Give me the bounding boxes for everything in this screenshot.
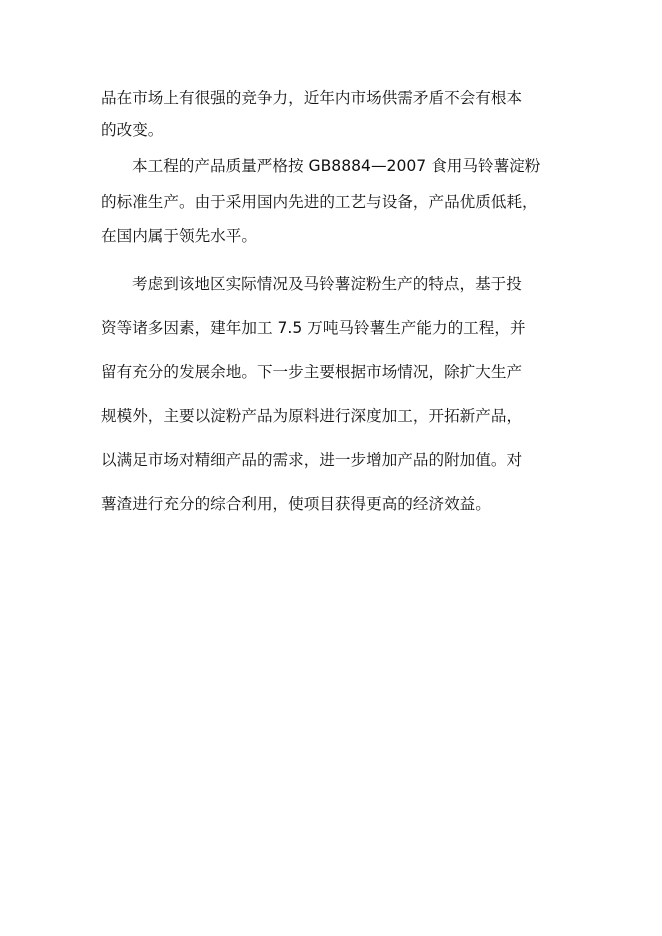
text-line: 本工程的产品质量严格按 GB8884—2007 食用马铃薯淀粉 (132, 157, 541, 175)
text-line: 品在市场上有很强的竞争力，近年内市场供需矛盾不会有根本 (101, 89, 523, 107)
text-line: 考虑到该地区实际情况及马铃薯淀粉生产的特点，基于投 (132, 275, 522, 293)
text-line: 以满足市场对精细产品的需求，进一步增加产品的附加值。对 (101, 451, 523, 469)
text-line: 规模外，主要以淀粉产品为原料进行深度加工，开拓新产品， (101, 407, 523, 425)
text-line: 薯渣进行充分的综合利用，使项目获得更高的经济效益。 (101, 495, 491, 513)
text-line: 在国内属于领先水平。 (101, 227, 257, 245)
text-line: 的改变。 (101, 121, 164, 139)
text-line: 资等诸多因素，建年加工 7.5 万吨马铃薯生产能力的工程，并 (101, 319, 526, 337)
text-line: 的标准生产。由于采用国内先进的工艺与设备，产品优质低耗， (101, 193, 538, 211)
text-line: 留有充分的发展余地。下一步主要根据市场情况，除扩大生产 (101, 363, 523, 381)
